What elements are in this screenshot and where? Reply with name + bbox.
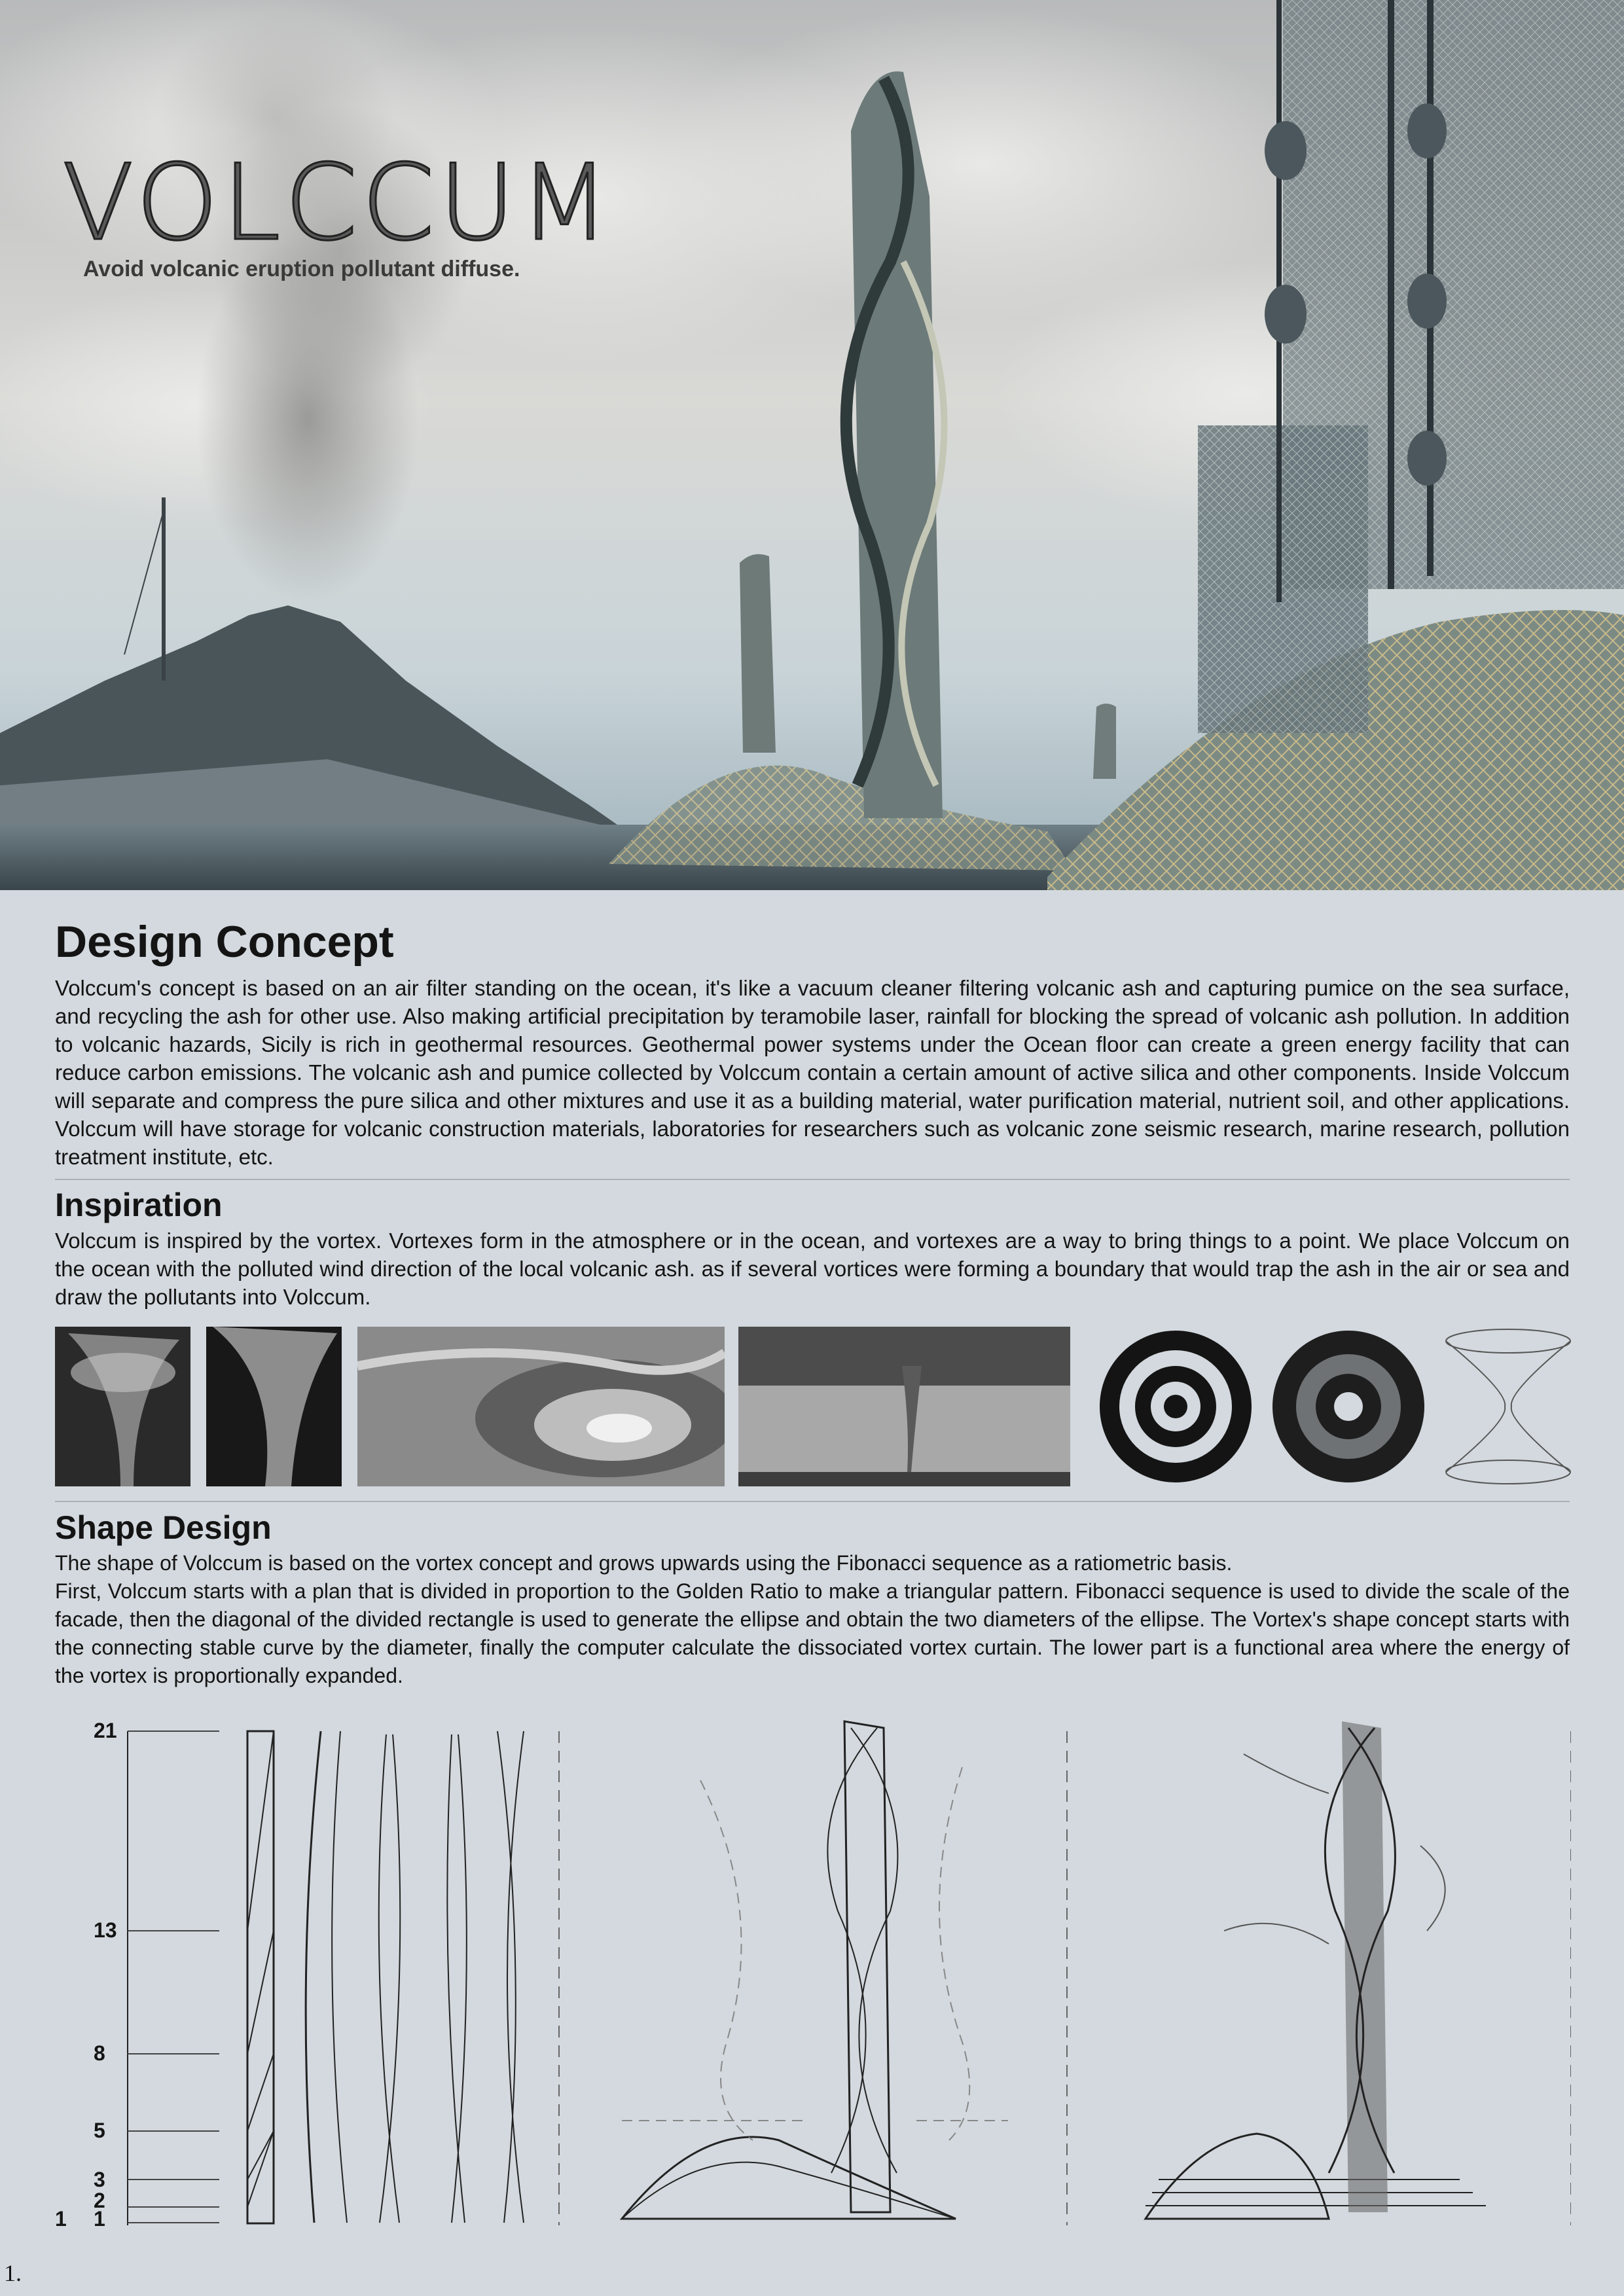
shape-design-section <box>55 1509 1570 1690</box>
page-number: 1. <box>4 2260 22 2286</box>
arrow-spiral-graphic <box>1270 1327 1427 1486</box>
scale-label-1-base: 1 <box>55 2207 67 2231</box>
section-divider <box>55 1179 1570 1180</box>
ocean-wave-photo <box>357 1327 725 1486</box>
scale-label-5: 5 <box>94 2119 105 2142</box>
shape-design-text: First, Volccum starts with a plan that is divided in proportion to the Golden Ratio to make a triangular pattern. Fibonacci sequence is used to divide the scale of the facade, then the diagonal of the divided rectangle is used to generate the ellipse and obtain the two diameters of the ellipse. The Vortex's shape concept starts with the connecting stable curve by the diameter, finally the computer calculate the dissociated vortex curtain. The lower part is a functional area where the energy of the vortex is proportionally expanded. <box>55 1579 1570 1687</box>
scale-label-3: 3 <box>94 2168 105 2191</box>
scale-label-21: 21 <box>94 1719 117 1742</box>
scale-label-8: 8 <box>94 2041 105 2065</box>
scale-label-13: 13 <box>94 1918 117 1942</box>
shape-diagram-graphic <box>46 1715 1571 2232</box>
inspiration-text: Volccum is inspired by the vortex. Vortexes form in the atmosphere or in the ocean, and vortexes are a way to bring things to a point. We place Volccum on the ocean with the polluted wind direction of the local volcanic ash. as if several vortices were forming a boundary that would trap the ash in the air or sea and draw the pollutants into Volccum. <box>55 1229 1570 1309</box>
hyperboloid-wireframe <box>1443 1327 1574 1486</box>
hyperboloid-graphic <box>1443 1327 1574 1486</box>
inspiration-section <box>55 1186 1570 1311</box>
inspiration-heading: Inspiration <box>55 1187 223 1223</box>
scale-label-1: 1 <box>94 2207 105 2231</box>
section-divider <box>55 1501 1570 1502</box>
project-tagline: Avoid volcanic eruption pollutant diffuse. <box>83 257 520 281</box>
waterspout-sea-photo <box>738 1327 1070 1486</box>
design-concept-text: Volccum's concept is based on an air filter standing on the ocean, it's like a vacuum cleaner filtering volcanic ash and capturing pumice on the sea surface, and recycling the ash for other use. Also making artificial precipitation by teramobile laser, rainfall for blocking the spread of volcanic ash pollution. In addition to volcanic hazards, Sicily is rich in geothermal resources. Geothermal power systems under the Ocean floor can create a green energy facility that can reduce carbon emissions. The volcanic ash and pumice collected by Volccum contain a certain amount of active silica and other components. Inside Volccum will separate and compress the pure silica and other mixtures and use it as a building material, water purification material, nutrient soil, and other applications. Volccum will have storage for volcanic construction materials, laboratories for researchers such as volcanic zone seismic research, marine research, pollution treatment institute, etc. <box>55 976 1570 1169</box>
design-concept-heading: Design Concept <box>55 917 394 967</box>
title-block <box>62 141 614 282</box>
triangle-spiral-pattern <box>1097 1327 1254 1486</box>
shape-diagrams <box>46 1715 1571 2232</box>
scale-label-2: 2 <box>94 2189 105 2212</box>
triangle-spiral-graphic <box>1097 1327 1254 1486</box>
waterspout-photo-2 <box>206 1327 342 1486</box>
hero-image <box>0 0 1624 890</box>
project-logo: VOLCCUM <box>62 141 614 264</box>
waterspout-photo-1 <box>55 1327 190 1486</box>
hero-render <box>0 0 1624 890</box>
arrow-spiral-pattern <box>1270 1327 1427 1486</box>
shape-design-intro: The shape of Volccum is based on the vortex concept and grows upwards using the Fibonacci sequence as a ratiometric basis. <box>55 1551 1233 1575</box>
shape-design-heading: Shape Design <box>55 1509 272 1546</box>
design-concept-section <box>55 916 1570 1171</box>
